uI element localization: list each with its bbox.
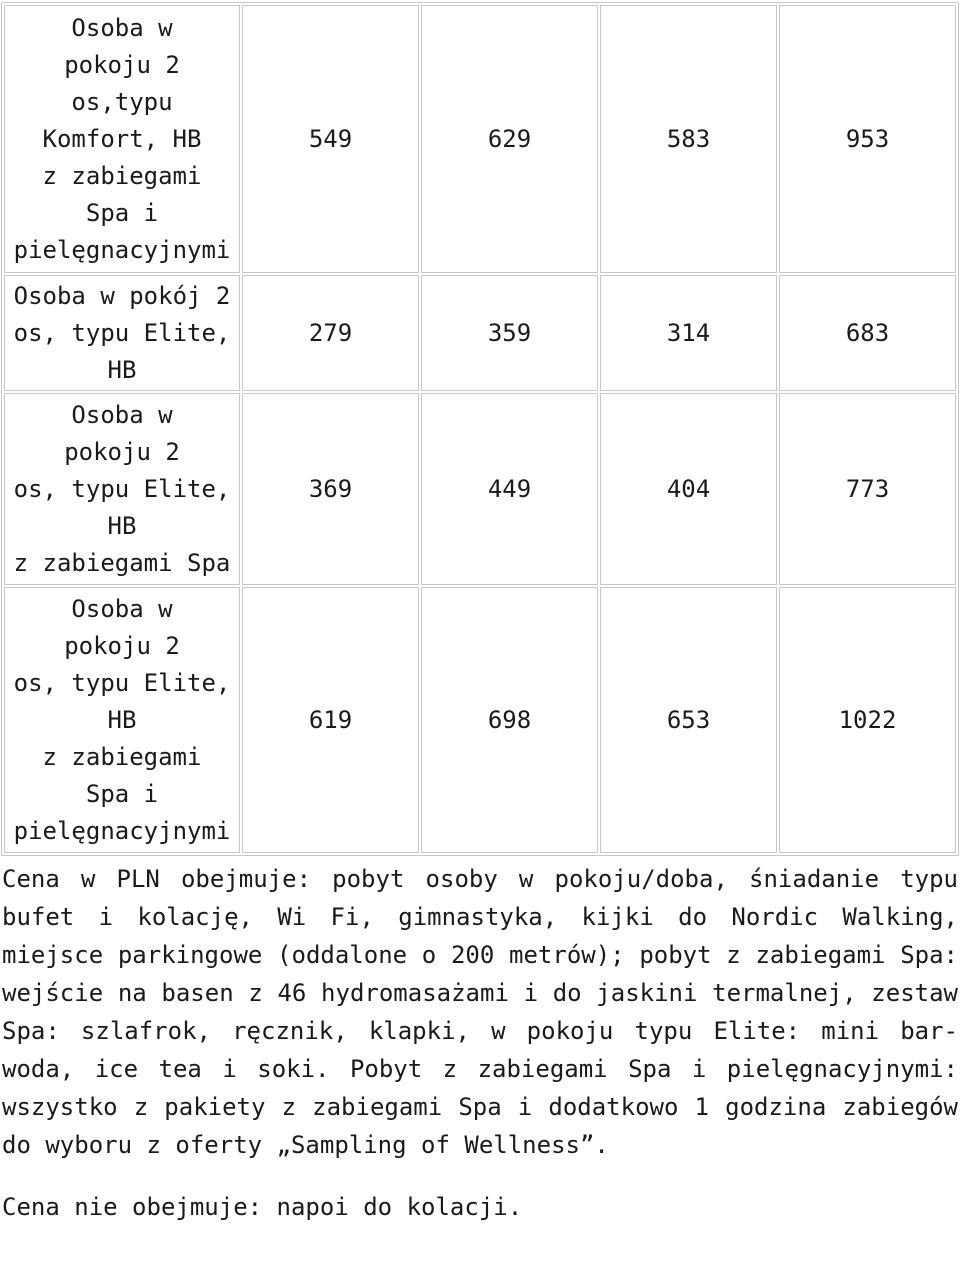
price-cell: 314 bbox=[600, 275, 777, 391]
price-cell: 279 bbox=[242, 275, 419, 391]
price-cell: 359 bbox=[421, 275, 598, 391]
table-row bbox=[4, 275, 956, 391]
price-table bbox=[1, 2, 959, 856]
price-cell: 449 bbox=[421, 393, 598, 585]
price-cell: 683 bbox=[779, 275, 956, 391]
table-row bbox=[4, 587, 956, 853]
row-label: Osoba w pokoju 2 os,typu Komfort, HB z zabiegami Spa i pielęgnacyjnymi bbox=[4, 5, 240, 273]
includes-note: Cena w PLN obejmuje: pobyt osoby w pokoju/doba, śniadanie typu bufet i kolację, Wi Fi, gimnastyka, kijki do Nordic Walking, miejsce parkingowe (oddalone o 200 metrów); pobyt z zabiegami Spa: wejście na basen z 46 hydromasażami i do jaskini termalnej, zestaw Spa: szlafrok, ręcznik, klapki, w pokoju typu Elite: mini bar-woda, ice tea i soki. Pobyt z zabiegami Spa i pielęgnacyjnymi: wszystko z pakiety z zabiegami Spa i dodatkowo 1 godzina zabiegów do wyboru z oferty „Sampling of Wellness”. bbox=[2, 865, 958, 1159]
table-row bbox=[4, 5, 956, 273]
price-cell: 583 bbox=[600, 5, 777, 273]
price-cell: 773 bbox=[779, 393, 956, 585]
excludes-note: Cena nie obejmuje: napoi do kolacji. bbox=[2, 1193, 523, 1221]
row-label: Osoba w pokój 2 os, typu Elite, HB bbox=[4, 275, 240, 391]
price-cell: 619 bbox=[242, 587, 419, 853]
price-cell: 549 bbox=[242, 5, 419, 273]
price-cell: 1022 bbox=[779, 587, 956, 853]
price-notes bbox=[2, 860, 958, 1226]
table-row bbox=[4, 393, 956, 585]
price-cell: 653 bbox=[600, 587, 777, 853]
price-cell: 404 bbox=[600, 393, 777, 585]
price-cell: 629 bbox=[421, 5, 598, 273]
row-label: Osoba w pokoju 2 os, typu Elite, HB z zabiegami Spa bbox=[4, 393, 240, 585]
price-cell: 369 bbox=[242, 393, 419, 585]
price-cell: 953 bbox=[779, 5, 956, 273]
row-label: Osoba w pokoju 2 os, typu Elite, HB z zabiegami Spa i pielęgnacyjnymi bbox=[4, 587, 240, 853]
price-cell: 698 bbox=[421, 587, 598, 853]
